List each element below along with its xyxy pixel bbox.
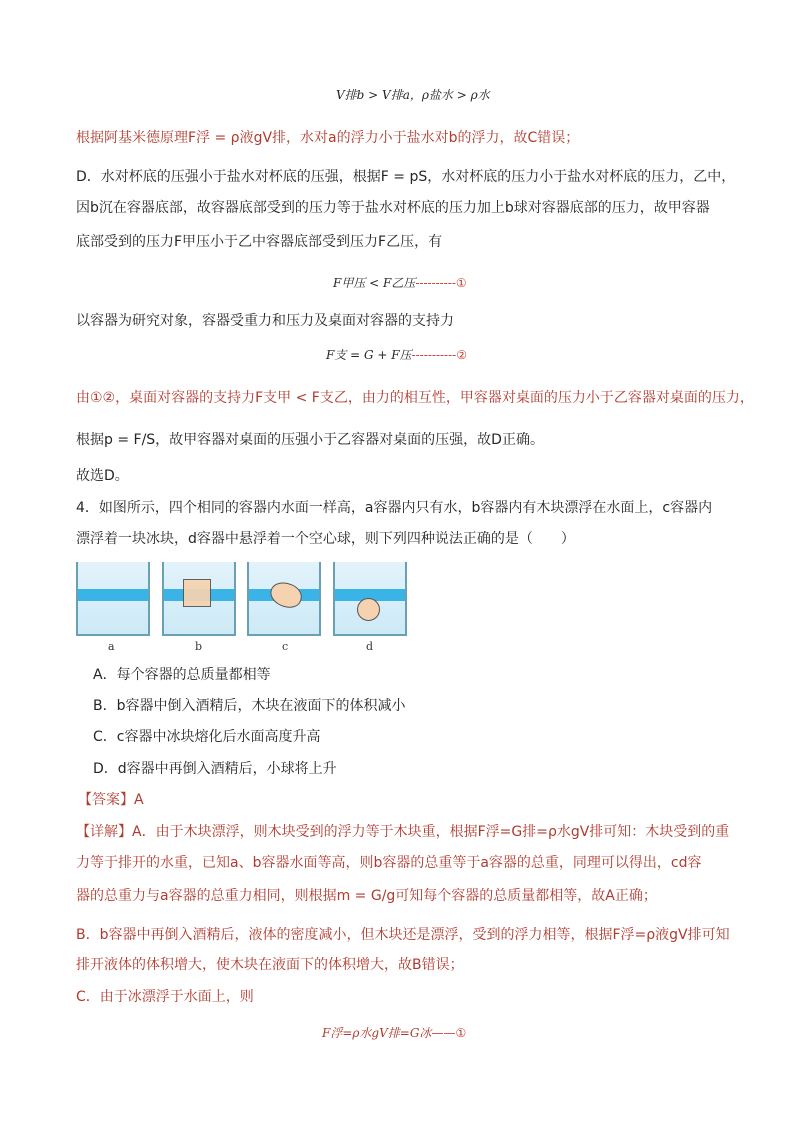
formula-1: F甲压 < F乙压----------①: [333, 276, 467, 290]
select-answer: 故选D。: [76, 468, 129, 484]
container-d: [333, 562, 407, 636]
answer-label: 【答案】A: [78, 792, 144, 808]
formula-1-tag: ----------①: [415, 276, 467, 290]
detail-line-5: 排开液体的体积增大，使木块在液面下的体积增大，故B错误；: [76, 957, 464, 973]
option-c: C．c容器中冰块熔化后水面高度升高: [93, 729, 321, 745]
option-d: D．d容器中再倒入酒精后，小球将上升: [93, 761, 337, 777]
detail-line-2: 力等于排开的水重，已知a、b容器水面等高，则b容器的总重等于a容器的总重，同理可以得出，cd容: [76, 855, 702, 871]
label-c: c: [282, 640, 289, 653]
formula-2-tag: -----------②: [411, 348, 467, 362]
formula-top: V排b > V排a，ρ盐水 > ρ水: [336, 88, 490, 102]
formula-2: F支 = G + F压-----------②: [326, 348, 467, 362]
detail-line-6: C．由于冰漂浮于水面上，则: [76, 989, 254, 1005]
support-text: 以容器为研究对象，容器受重力和压力及桌面对容器的支持力: [76, 313, 454, 329]
question-line-2: 漂浮着一块冰块，d容器中悬浮着一个空心球，则下列四种说法正确的是（ ）: [76, 531, 575, 547]
container-a: [76, 562, 150, 636]
label-d: d: [366, 640, 374, 653]
water-surface: [78, 589, 148, 601]
wood-block: [183, 579, 211, 607]
label-b: b: [195, 640, 203, 653]
ice-block: [268, 579, 305, 610]
formula-bottom-tag: ——①: [431, 1026, 467, 1040]
option-a: A．每个容器的总质量都相等: [93, 667, 271, 683]
detail-line-4: B．b容器中再倒入酒精后，液体的密度减小，但木块还是漂浮，受到的浮力相等，根据F浮=ρ液gV排可知: [76, 927, 730, 943]
paragraph-c: 根据阿基米德原理F浮 = ρ液gV排，水对a的浮力小于盐水对b的浮力，故C错误；: [76, 130, 580, 146]
paragraph-d-line-3: 底部受到的压力F甲压小于乙中容器底部受到压力F乙压，有: [76, 234, 443, 250]
paragraph-d-line-2: 因b沉在容器底部，故容器底部受到的压力等于盐水对杯底的压力加上b球对容器底部的压力，故甲容器: [76, 200, 710, 216]
detail-line-1: 【详解】A．由于木块漂浮，则木块受到的浮力等于木块重，根据F浮=G排=ρ水gV排可知：木块受到的重: [76, 824, 730, 840]
question-line-1: 4．如图所示，四个相同的容器内水面一样高，a容器内只有水，b容器内有木块漂浮在水面上，c容器内: [76, 500, 713, 516]
container-b: [162, 562, 236, 636]
conclusion-line-1: 由①②，桌面对容器的支持力F支甲 < F支乙，由力的相互性，甲容器对桌面的压力小于乙容器对桌面的压力，: [76, 390, 754, 406]
formula-bottom: F浮=ρ水gV排=G冰——①: [322, 1026, 467, 1040]
option-b: B．b容器中倒入酒精后，木块在液面下的体积减小: [93, 698, 406, 714]
container-c: [247, 562, 321, 636]
conclusion-line-2: 根据p = F/S，故甲容器对桌面的压强小于乙容器对桌面的压强，故D正确。: [76, 432, 544, 448]
hollow-ball: [357, 598, 380, 621]
label-a: a: [108, 640, 115, 653]
paragraph-d-line-1: D．水对杯底的压强小于盐水对杯底的压强，根据F = pS，水对杯底的压力小于盐水对杯底的压力，乙中，: [76, 169, 736, 185]
detail-line-3: 器的总重力与a容器的总重力相同，则根据m = G/g可知每个容器的总质量都相等，故A正确；: [76, 888, 657, 904]
